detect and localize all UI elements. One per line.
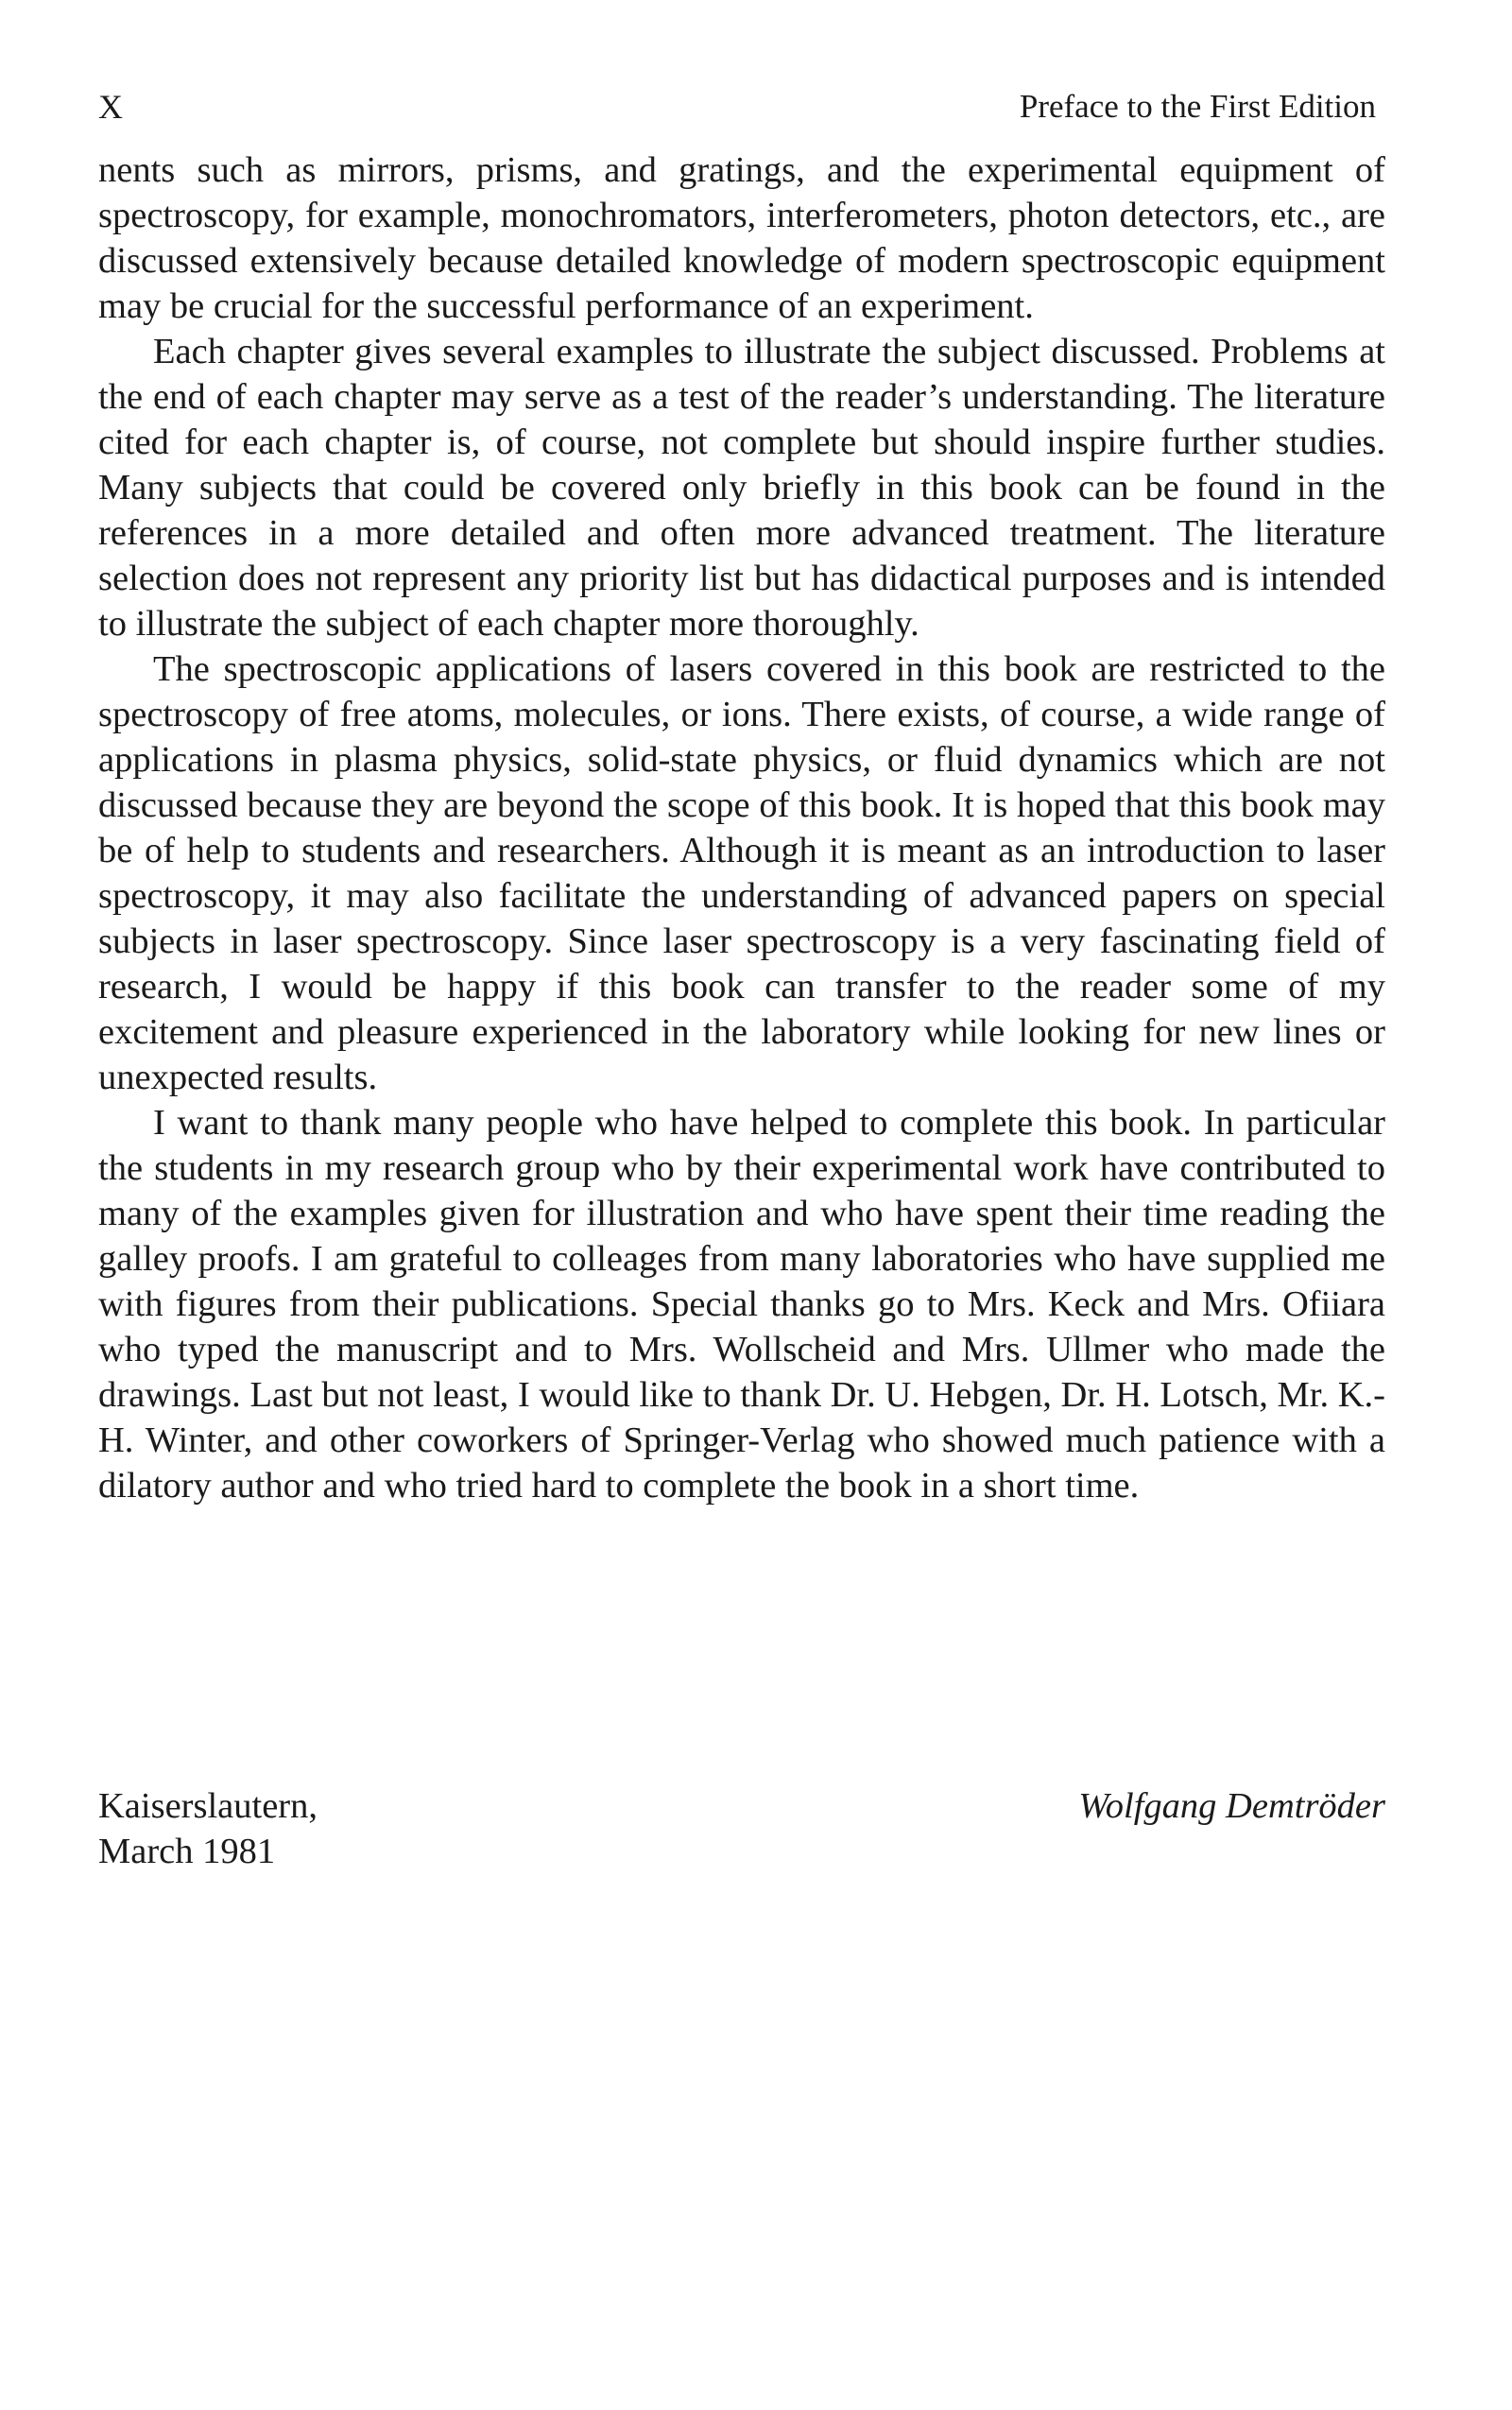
paragraph-continuation: nents such as mirrors, prisms, and gratings, and the experimental equipment of spectroscopy, for example, monochromators, interferometers, photon detectors, etc., are discussed extensively because detailed knowledge of modern spectroscopic equipment may be crucial for the successful performance of an experiment. (98, 150, 1385, 326)
running-head (98, 83, 1376, 130)
section-title: Preface to the First Edition (1019, 88, 1376, 125)
author-signature: Wolfgang Demtröder (1078, 1786, 1385, 1826)
paragraph-acknowledgments: I want to thank many people who have helped to complete this book. In particular the students in my research group who by their experimental work have contributed to many of the examples given for illustration and who have spent their time reading the galley proofs. I am grateful to colleages from many laboratories who have supplied me with figures from their publications. Special thanks go to Mrs. Keck and Mrs. Ofiiara who typed the manuscript and to Mrs. Wollscheid and Mrs. Ullmer who made the drawings. Last but not least, I would like to thank Dr. U. Hebgen, Dr. H. Lotsch, Mr. K.-H. Winter, and other coworkers of Springer-Verlag who showed much patience with a dilatory author and who tried hard to complete the book in a short time. (98, 1103, 1385, 1506)
place: Kaiserslautern, (98, 1786, 318, 1826)
place-date (98, 1783, 318, 1874)
paragraph-applications: The spectroscopic applications of lasers covered in this book are restricted to the spectroscopy of free atoms, molecules, or ions. There exists, of course, a wide range of applications in plasma physics, solid-state physics, or fluid dynamics which are not discussed because they are beyond the scope of this book. It is hoped that this book may be of help to students and researchers. Although it is meant as an introduction to laser spectroscopy, it may also facilitate the understanding of advanced papers on special subjects in laser spectroscopy. Since laser spectroscopy is a very fascinating field of research, I would be happy if this book can transfer to the reader some of my excitement and pleasure experienced in the laboratory while looking for new lines or unexpected results. (98, 649, 1385, 1097)
page-number: X (98, 88, 124, 126)
paragraph-examples: Each chapter gives several examples to illustrate the subject discussed. Problems at the end of each chapter may serve as a test of the reader’s understanding. The literature cited for each chapter is, of course, not complete but should inspire further studies. Many subjects that could be covered only briefly in this book can be found in the references in a more detailed and often more advanced treatment. The literature selection does not represent any priority list but has didactical purposes and is intended to illustrate the subject of each chapter more thoroughly. (98, 332, 1385, 644)
preface-body (98, 147, 1385, 1508)
date: March 1981 (98, 1832, 276, 1871)
